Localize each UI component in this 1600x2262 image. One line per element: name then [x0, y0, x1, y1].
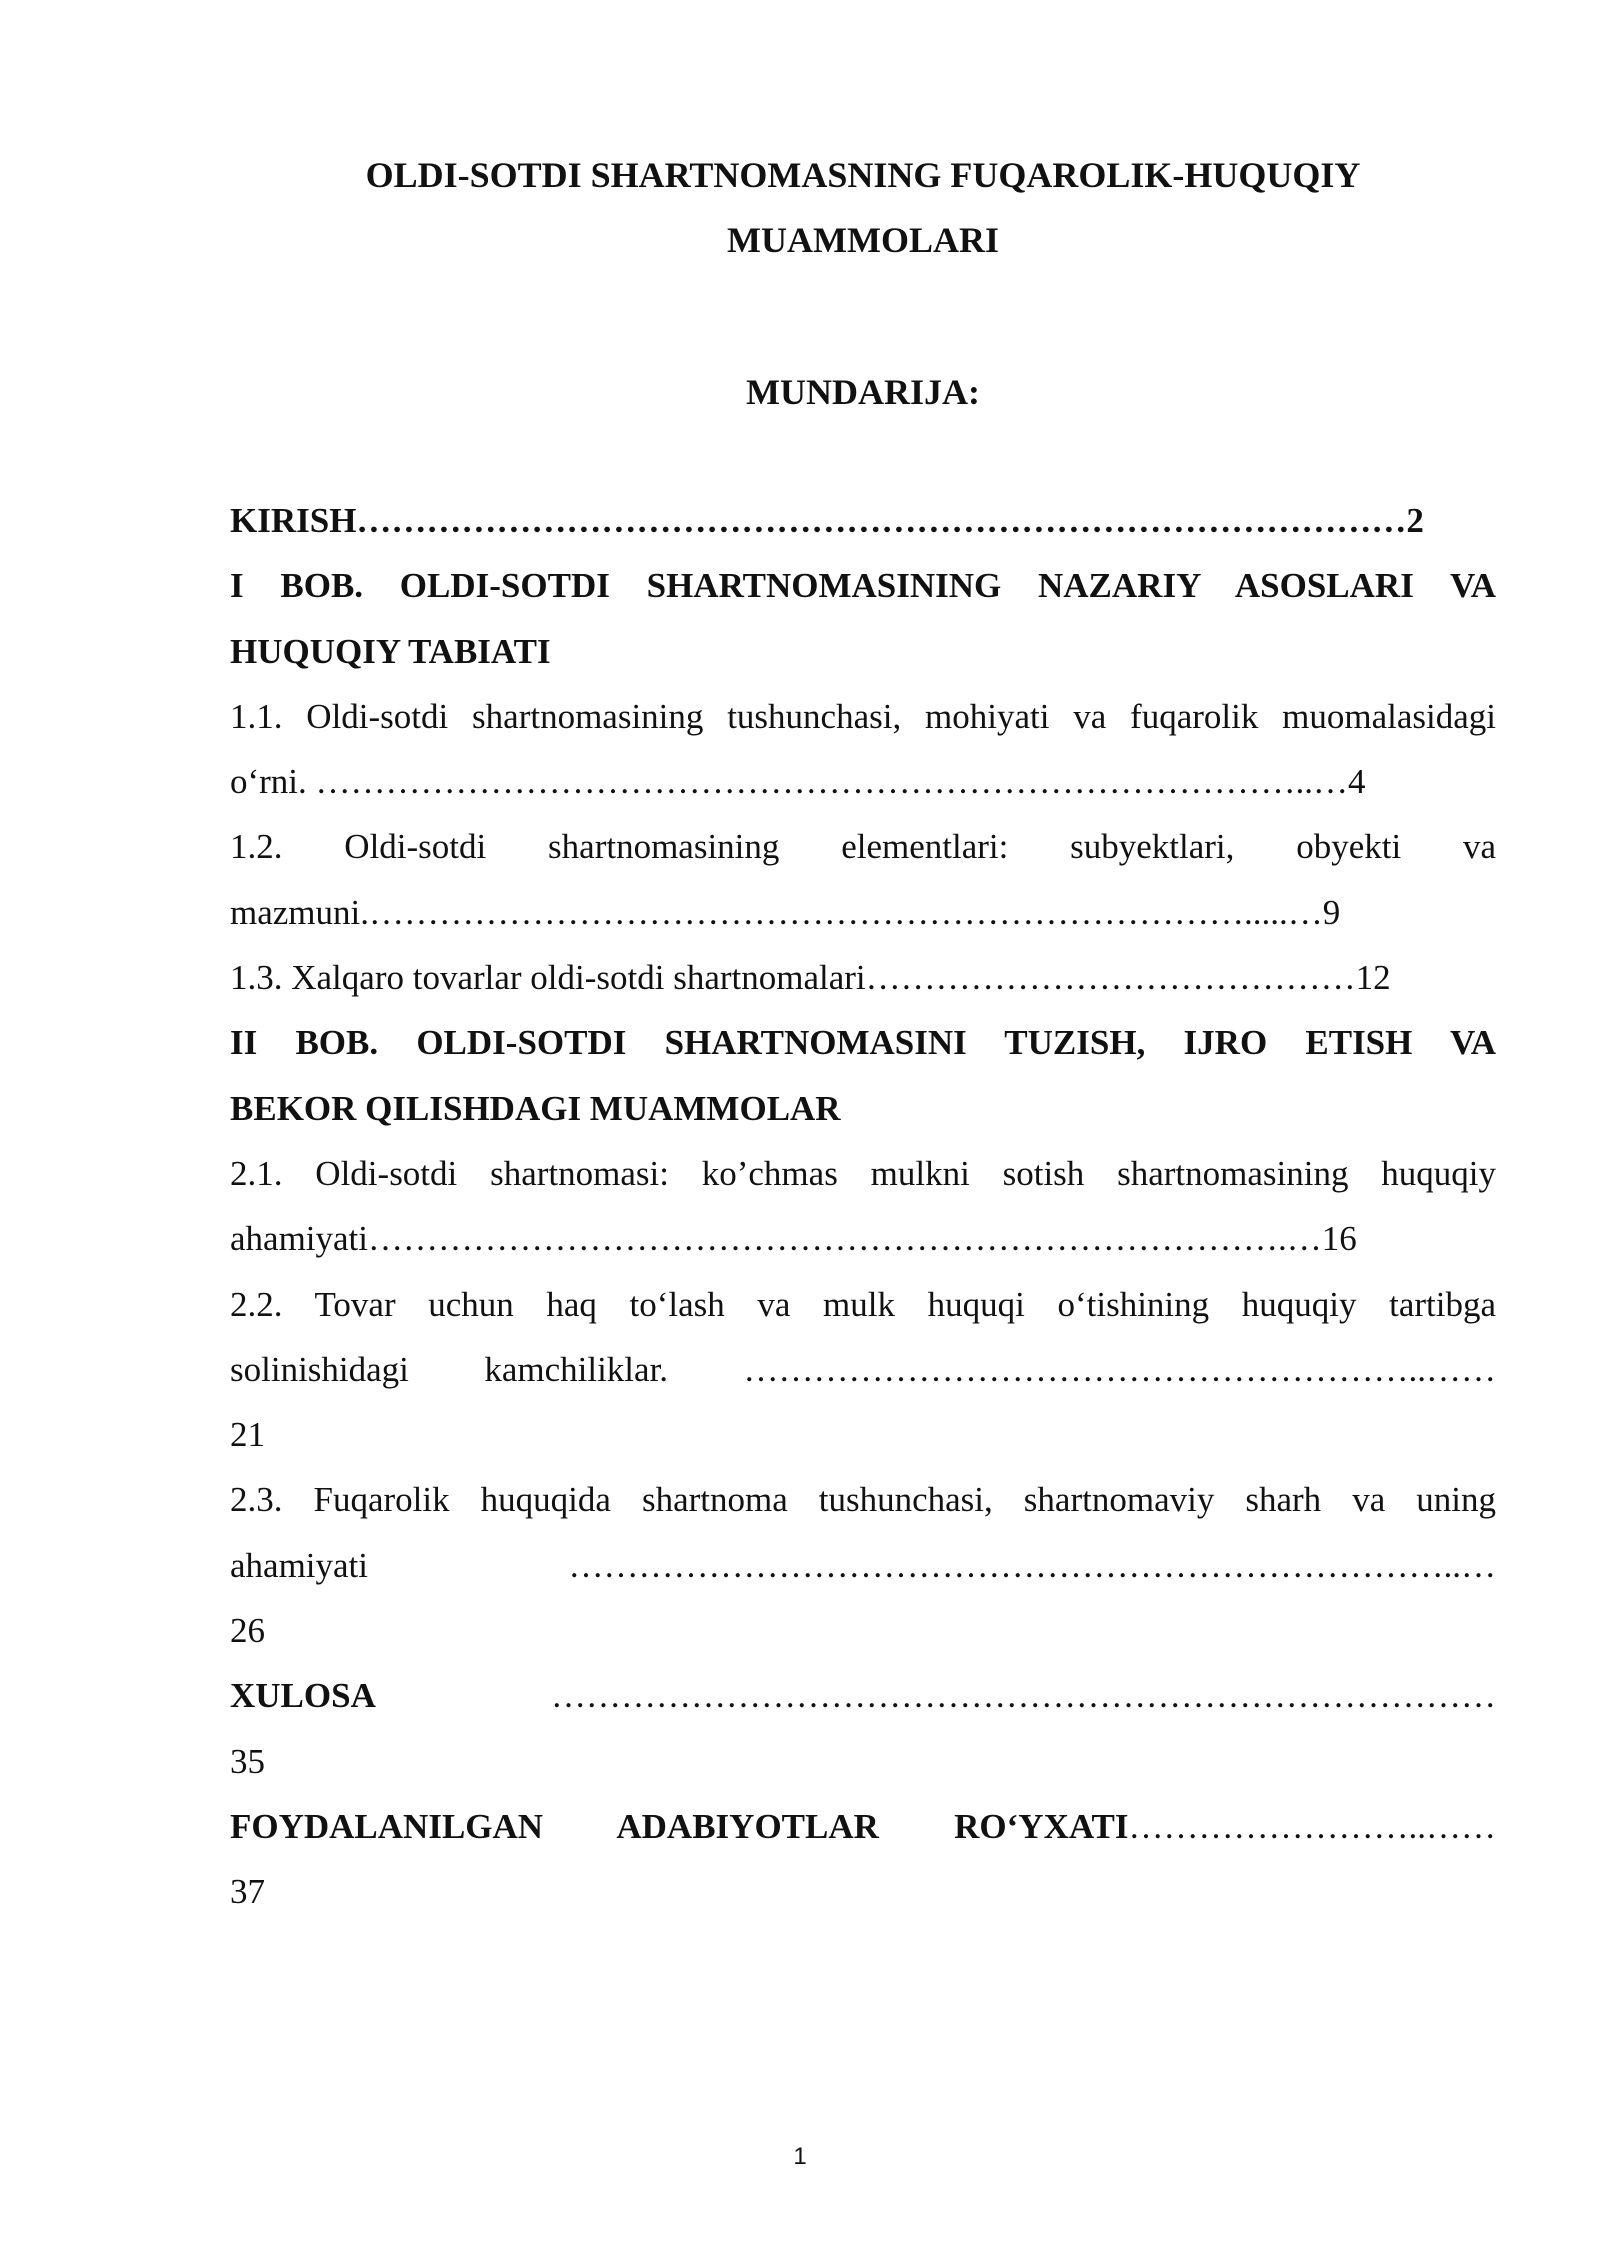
toc-entry-1-1-line-1[interactable]: 1.1. Oldi-sotdi shartnomasining tushunchasi, mohiyati va fuqarolik muomalasidagi — [230, 696, 1496, 736]
toc-entry-1-3[interactable]: 1.3. Xalqaro tovarlar oldi-sotdi shartnomalari……………………………………12 — [230, 958, 1391, 998]
toc-references-label: FOYDALANILGAN ADABIYOTLAR RO‘YXATI — [230, 1806, 1129, 1846]
toc-entry-2-2-line-2[interactable]: solinishidagi kamchiliklar. …………………………………………………..…… — [230, 1349, 1496, 1389]
toc-entry-2-2-line-1[interactable]: 2.2. Tovar uchun haq to‘lash va mulk huquqi o‘tishining huquqiy tartibga — [230, 1284, 1496, 1324]
toc-references-dots: ……………………..…… — [1128, 1806, 1496, 1846]
toc-entry-references[interactable] — [230, 1794, 1496, 1859]
toc-entry-kirish[interactable]: KIRISH………………………………………………………………………………2 — [230, 501, 1424, 540]
toc-entry-2-1-line-2[interactable]: ahamiyati…………………………………………………………………….…16 — [230, 1219, 1357, 1259]
page-number: 1 — [793, 2143, 807, 2170]
toc-entry-xulosa-page[interactable]: 35 — [230, 1741, 265, 1781]
toc-entry-references-page[interactable]: 37 — [230, 1872, 265, 1912]
toc-xulosa-label: XULOSA — [230, 1676, 376, 1716]
title-line-1: OLDI-SOTDI SHARTNOMASNING FUQAROLIK-HUQUQIY — [365, 155, 1361, 195]
contents-heading: MUNDARIJA: — [746, 372, 980, 412]
toc-entry-2-3-line-2[interactable]: ahamiyati …………………………………………………………………..… — [230, 1545, 1496, 1585]
toc-chapter-1-line-1[interactable]: I BOB. OLDI-SOTDI SHARTNOMASINING NAZARIY ASOSLARI VA — [230, 566, 1496, 606]
toc-entry-2-2-page[interactable]: 21 — [230, 1415, 265, 1455]
toc-entry-1-1-line-2[interactable]: o‘rni. …………………………………………………………………………..…4 — [230, 762, 1366, 802]
document-title — [230, 143, 1496, 273]
toc-entry-xulosa[interactable] — [230, 1663, 1496, 1728]
title-line-2: MUAMMOLARI — [727, 220, 999, 260]
toc-xulosa-dots: ……………………………………………………………………… — [551, 1676, 1496, 1716]
toc-entry-1-2-line-1[interactable]: 1.2. Oldi-sotdi shartnomasining elementlari: subyektlari, obyekti va — [230, 827, 1496, 867]
toc-entry-1-2-line-2[interactable]: mazmuni.………………………………………………………………….....…9 — [230, 892, 1341, 932]
toc-chapter-2-line-2[interactable]: BEKOR QILISHDAGI MUAMMOLAR — [230, 1088, 841, 1128]
toc-entry-2-1-line-1[interactable]: 2.1. Oldi-sotdi shartnomasi: ko’chmas mulkni sotish shartnomasining huquqiy — [230, 1153, 1496, 1193]
toc-entry-2-3-page[interactable]: 26 — [230, 1611, 265, 1651]
table-of-contents — [230, 488, 1496, 1925]
toc-chapter-2-line-1[interactable]: II BOB. OLDI-SOTDI SHARTNOMASINI TUZISH, IJRO ETISH VA — [230, 1023, 1496, 1063]
toc-entry-2-3-line-1[interactable]: 2.3. Fuqarolik huquqida shartnoma tushunchasi, shartnomaviy sharh va uning — [230, 1480, 1496, 1520]
toc-chapter-1-line-2[interactable]: HUQUQIY TABIATI — [230, 631, 551, 671]
